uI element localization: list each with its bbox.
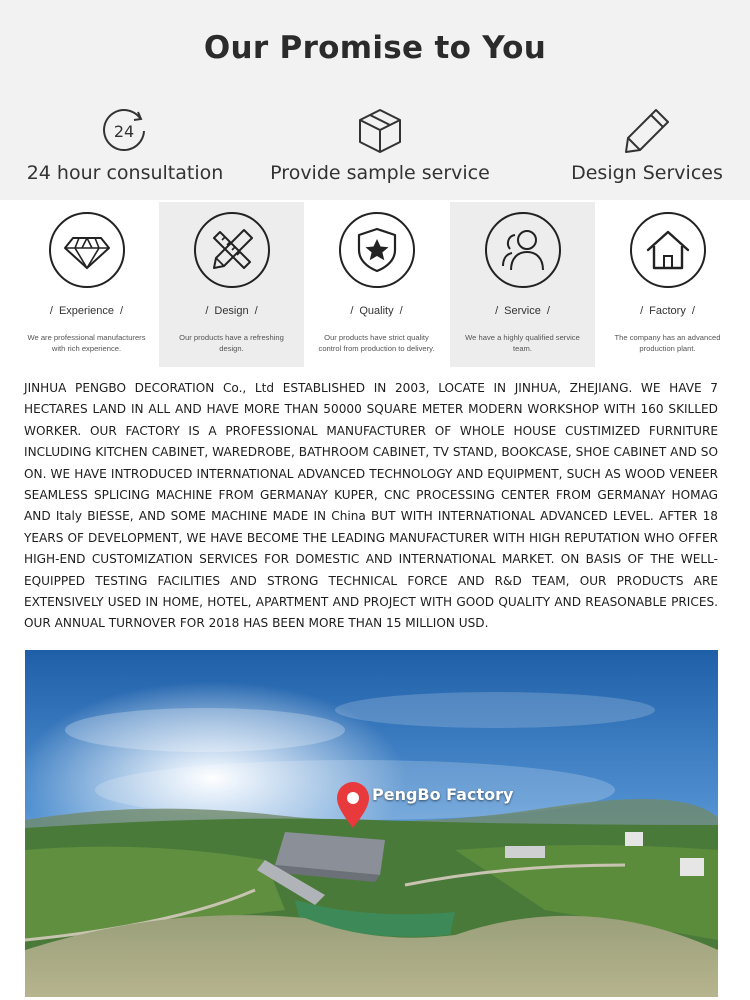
feature-title: / Factory / bbox=[640, 305, 695, 317]
factory-aerial-photo bbox=[25, 650, 718, 997]
promise-item-sample bbox=[255, 100, 505, 200]
team-people-icon bbox=[499, 226, 547, 274]
feature-title: / Design / bbox=[205, 305, 258, 317]
promise-item-design bbox=[522, 100, 750, 200]
shield-star-icon bbox=[353, 226, 401, 274]
feature-desc: The company has an advanced production plant. bbox=[614, 333, 721, 353]
24-hour-clock-icon bbox=[100, 106, 150, 156]
pencil-icon bbox=[622, 106, 672, 156]
feature-experience bbox=[14, 202, 159, 367]
feature-quality bbox=[304, 202, 449, 367]
factory-pin-label: PengBo Factory bbox=[372, 785, 514, 804]
diamond-icon bbox=[63, 226, 111, 274]
promise-item-consultation bbox=[0, 100, 250, 200]
aerial-scene bbox=[25, 650, 718, 997]
house-icon bbox=[644, 226, 692, 274]
feature-desc: We are professional manufacturers with rich experience. bbox=[27, 333, 146, 353]
feature-icon-circle bbox=[339, 212, 415, 288]
promise-label: Design Services bbox=[571, 162, 723, 184]
feature-icon-circle bbox=[49, 212, 125, 288]
features-row bbox=[14, 202, 738, 367]
feature-title: / Experience / bbox=[49, 305, 124, 317]
promise-title: Our Promise to You bbox=[203, 30, 547, 66]
company-description: JINHUA PENGBO DECORATION Co., Ltd ESTABLISHED IN 2003, LOCATE IN JINHUA, ZHEJIANG. WE HAVE 7 HECTARES LAND IN ALL AND HAVE MORE THAN 50000 SQUARE METER MODERN WORKSHOP WITH 160 SKILLED WORKER. OUR FACTORY IS A PROFESSIONAL MANUFACTURER OF WHOLE HOUSE CUSTIMIZED FURNITURE INCLUDING KITCHEN CABINET, WAREDROBE, BATHROOM CABINET, TV STAND, BOOKCASE, SHOE CABINET AND SO ON. WE HAVE INTRODUCED INTERNATIONAL ADVANCED TECHNOLOGY AND EQUIPMENT, SUCH AS WOOD VENEER SEAMLESS SPLICING MACHINE FROM GERMANAY KUPER, CNC PROCESSING CENTER FROM GERMANAY HOMAG AND Italy BIESSE, AND SOME MACHINE MADE IN China BUT WITH INTERNATIONAL ADVANCED LEVEL. AFTER 18 YEARS OF DEVELOPMENT, WE HAVE BECOME THE LEADING MANUFACTURER WITH HIGH REPUTATION WHO OFFER HIGH-END CUSTOMIZATION SERVICES FOR DOMESTIC AND INTERNATIONAL MARKET. ON BASIS OF THE WELL-EQUIPPED TESTING FACILITIES AND STRONG TECHNICAL FORCE AND R&D TEAM, OUR PRODUCTS ARE EXTENSIVELY USED IN HOME, HOTEL, APARTMENT AND PROJECT WITH GOOD QUALITY AND REASONABLE PRICES. OUR ANNUAL TURNOVER FOR 2018 HAS BEEN MORE THAN 15 MILLION USD. bbox=[24, 381, 718, 631]
feature-title: / Service / bbox=[495, 305, 550, 317]
feature-desc: Our products have strict quality control from production to delivery. bbox=[318, 333, 435, 353]
feature-desc: We have a highly qualified service team. bbox=[465, 333, 580, 353]
promise-label: 24 hour consultation bbox=[26, 162, 224, 184]
ruler-pencil-icon bbox=[208, 226, 256, 274]
promise-section bbox=[0, 0, 750, 200]
feature-icon-circle bbox=[194, 212, 270, 288]
feature-factory bbox=[595, 202, 740, 367]
feature-title: / Quality / bbox=[350, 305, 403, 317]
feature-service bbox=[450, 202, 595, 367]
feature-design bbox=[159, 202, 304, 367]
package-box-icon bbox=[355, 106, 405, 156]
promise-label: Provide sample service bbox=[270, 162, 490, 184]
feature-icon-circle bbox=[485, 212, 561, 288]
feature-icon-circle bbox=[630, 212, 706, 288]
feature-desc: Our products have a refreshing design. bbox=[179, 333, 284, 353]
clock-number: 24 bbox=[113, 122, 135, 141]
